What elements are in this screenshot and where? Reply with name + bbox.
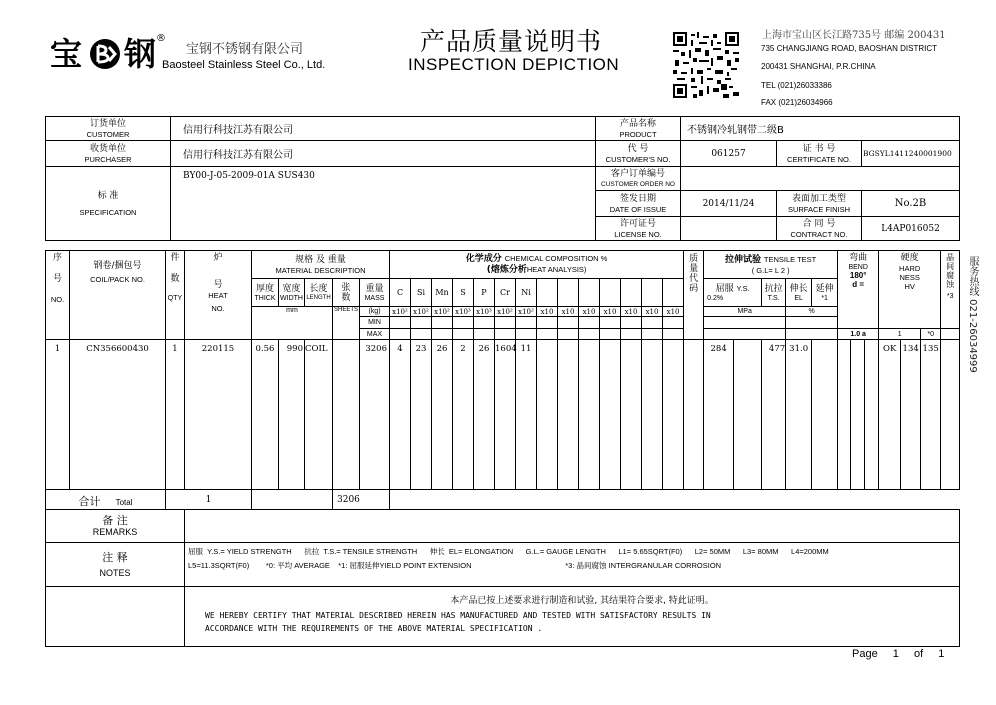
- factor-header: x10²: [495, 307, 516, 317]
- factor-header: x10³: [474, 307, 495, 317]
- min-cell: [474, 317, 495, 329]
- header-text: 注 释: [102, 550, 128, 564]
- row-qty: 1: [166, 340, 185, 490]
- specification-value: BY00-J-05-2009-01A SUS430: [171, 167, 596, 241]
- address-en-line2: 200431 SHANGHAI, P.R.CHINA: [761, 62, 876, 71]
- header-text: HEAT ANALYSIS): [526, 264, 587, 274]
- factor-header: x10²: [411, 307, 432, 317]
- row-bend-1: [838, 340, 851, 490]
- customer-no-value: 061257: [681, 141, 777, 167]
- header-text: 屈服: [715, 283, 734, 294]
- header-text: EL: [794, 294, 803, 302]
- row-sheets: [333, 340, 360, 490]
- material-description-header: [252, 251, 390, 279]
- header-text: 件: [170, 253, 180, 263]
- factor-header: x10: [558, 307, 579, 317]
- header-text: 炉: [213, 253, 223, 263]
- row-ys: 284: [704, 340, 734, 490]
- header-text: 厚度: [255, 283, 274, 294]
- row-mass: 3206: [360, 340, 390, 490]
- header-text: NOTES: [99, 567, 131, 578]
- qr-code-icon: [673, 32, 739, 98]
- factor-header: x10³: [453, 307, 474, 317]
- header-text: TENSILE TEST: [763, 254, 817, 264]
- logo-char-bao: 宝: [50, 35, 83, 73]
- header-text: LENGTH: [306, 295, 331, 301]
- total-blank: [390, 490, 960, 510]
- element-header: Mn: [432, 279, 453, 307]
- doc-title-en: INSPECTION DEPICTION: [408, 55, 620, 74]
- hard-1: 1: [879, 329, 921, 340]
- row-el: 31.0: [786, 340, 812, 490]
- header-text: 规格 及 重量: [295, 254, 346, 265]
- factor-header: x10: [663, 307, 684, 317]
- min-cell: [453, 317, 474, 329]
- product-label: 产品名称 PRODUCT: [596, 117, 681, 141]
- min-cell: [411, 317, 432, 329]
- header-text: QTY: [167, 295, 183, 302]
- header-text: 备 注: [102, 514, 128, 527]
- mass-unit: (kg): [360, 307, 390, 317]
- element-header: S: [453, 279, 474, 307]
- element-header: [558, 279, 579, 307]
- element-header: [579, 279, 600, 307]
- col-extension: [812, 279, 838, 307]
- remarks-label: [46, 510, 185, 543]
- page-label: Page: [852, 648, 878, 660]
- col-width: [279, 279, 305, 307]
- header-text: *3: [946, 293, 954, 300]
- col-mass: [360, 279, 390, 307]
- col-yield-strength: [704, 279, 762, 307]
- issue-date-value: 2014/11/24: [681, 191, 777, 217]
- license-no-value: [681, 217, 777, 241]
- header-text: 180°: [849, 271, 867, 280]
- purchaser-value: 信用行科技江苏有限公司: [171, 141, 596, 167]
- min-cell: [642, 317, 663, 329]
- element-header: C: [390, 279, 411, 307]
- row-width: 990: [279, 340, 305, 490]
- purchaser-label: 收货单位 PURCHASER: [46, 141, 171, 167]
- col-coil: [70, 251, 166, 340]
- max-cell: [453, 329, 474, 340]
- header-text: 弯曲: [849, 253, 868, 263]
- header-text: *1: [821, 294, 828, 302]
- header-text: 质量代码: [689, 254, 699, 294]
- min-cell: [432, 317, 453, 329]
- header-text: WIDTH: [280, 294, 303, 302]
- element-header: Cr: [495, 279, 516, 307]
- max-cell: [663, 329, 684, 340]
- header-text: [704, 255, 837, 266]
- customer-value: 信用行科技江苏有限公司: [171, 117, 596, 141]
- row-chem-value: 26: [474, 340, 495, 490]
- col-intergranular-corrosion: [941, 251, 960, 329]
- header-text: 延伸: [815, 283, 834, 294]
- min-cell: [390, 317, 411, 329]
- row-chem-value: [642, 340, 663, 490]
- contract-no-label: 合 同 号 CONTRACT NO.: [777, 217, 862, 241]
- row-chem-value: [600, 340, 621, 490]
- notes-value: [185, 543, 960, 587]
- min-cell: [704, 317, 786, 329]
- issue-date-label: 签发日期 DATE OF ISSUE: [596, 191, 681, 217]
- total-qty: 1: [166, 490, 252, 510]
- header-text: (熔炼分析: [486, 264, 527, 275]
- row-chem-value: 23: [411, 340, 432, 490]
- header-text: HV: [904, 282, 915, 291]
- max-cell: [941, 329, 960, 340]
- header-text: HARD: [899, 264, 921, 273]
- row-chem-value: [621, 340, 642, 490]
- max-cell: [411, 329, 432, 340]
- total-en: Total: [115, 498, 133, 507]
- header-text: NO.: [211, 304, 225, 313]
- total-label: [46, 490, 166, 510]
- row-chem-value: 11: [516, 340, 537, 490]
- company-name-en: Baosteel Stainless Steel Co., Ltd.: [162, 59, 326, 71]
- header-text: ( G.L= L 2 ): [751, 265, 790, 275]
- header-text: 晶间腐蚀: [946, 253, 955, 289]
- bend-a: 1.0 a: [838, 329, 879, 340]
- header-text: REMARKS: [92, 527, 138, 537]
- page-indicator: [852, 648, 944, 660]
- header-text: 伸长: [789, 283, 808, 294]
- col-thick: [252, 279, 279, 307]
- total-row: [46, 490, 960, 510]
- max-cell: [579, 329, 600, 340]
- max-cell: [474, 329, 495, 340]
- min-cell: [558, 317, 579, 329]
- certify-cn: 本产品已按上述要求进行制造和试验, 其结果符合要求, 特此证明。: [450, 596, 714, 606]
- col-heat: [185, 251, 252, 340]
- factor-header: x10: [642, 307, 663, 317]
- factor-header: x10: [537, 307, 558, 317]
- max-cell: [642, 329, 663, 340]
- header-text: 张数: [341, 282, 351, 303]
- header-text: [390, 254, 683, 265]
- col-length: [305, 279, 333, 307]
- row-no: 1: [46, 340, 70, 490]
- telephone: TEL (021)26033386: [761, 81, 832, 90]
- header-text: d =: [852, 280, 865, 289]
- max-cell: [621, 329, 642, 340]
- row-ys-blank: [734, 340, 762, 490]
- factor-header: x10: [579, 307, 600, 317]
- header-text: 拉伸试验: [725, 254, 762, 265]
- row-chem-value: 1604: [495, 340, 516, 490]
- header-text: 硬度: [900, 253, 919, 263]
- max-cell: [558, 329, 579, 340]
- col-hardness: [879, 251, 941, 329]
- notes-row: [46, 543, 960, 587]
- element-header: P: [474, 279, 495, 307]
- min-cell: [495, 317, 516, 329]
- header-text: Y.S.: [736, 283, 750, 293]
- col-elongation: [786, 279, 812, 307]
- col-sheets: [333, 279, 360, 307]
- header-text: 抗拉: [764, 283, 783, 294]
- header-text: T.S.: [767, 294, 780, 302]
- page-current: 1: [892, 648, 899, 660]
- header-text: 0.2%: [707, 294, 724, 302]
- order-info-table: [45, 116, 960, 241]
- row-grade: [684, 340, 704, 490]
- max-cell: [704, 329, 786, 340]
- total-blank: [252, 490, 333, 510]
- table-row: [46, 340, 960, 490]
- element-header: [642, 279, 663, 307]
- element-header: [600, 279, 621, 307]
- max-label: MAX: [360, 329, 390, 340]
- unit-mm: mm: [252, 307, 333, 340]
- header-text: [704, 284, 761, 295]
- element-header: [537, 279, 558, 307]
- col-seq: [46, 251, 70, 340]
- min-cell: [537, 317, 558, 329]
- col-qty: [166, 251, 185, 340]
- contract-no-value: L4AP016052: [862, 217, 960, 241]
- header-text: 数: [170, 274, 180, 284]
- hard-0: *0: [921, 329, 941, 340]
- inspection-table: [45, 250, 960, 647]
- col-bend: [838, 251, 879, 329]
- row-ext: [812, 340, 838, 490]
- header-text: COIL/PACK NO.: [90, 275, 145, 284]
- row-corr: [941, 340, 960, 490]
- license-no-label: 许可证号 LICENSE NO.: [596, 217, 681, 241]
- remarks-value: [185, 510, 960, 543]
- col-tensile-strength: [762, 279, 786, 307]
- tensile-test-header: [704, 251, 838, 279]
- notes-line-2: L5=11.3SQRT(F0) *0: 平均 AVERAGE *1: 屈服延伸YIELD POINT EXTENSION *3: 晶间腐蚀 INTERGRANULAR CORROSION: [188, 561, 722, 570]
- max-cell: [495, 329, 516, 340]
- row-chem-value: [579, 340, 600, 490]
- header-text: CHEMICAL COMPOSITION %: [504, 253, 608, 263]
- max-cell: [390, 329, 411, 340]
- header-text: MASS: [364, 294, 385, 302]
- notes-line-1: 屈服 Y.S.= YIELD STRENGTH 抗拉 T.S.= TENSILE STRENGTH 伸长 EL= ELONGATION G.L.= GAUGE LENGTH L1= 5.65SQRT(F0) L2= 50MM L3= 80MM L4=200MM: [188, 547, 829, 556]
- certify-row: [46, 587, 960, 647]
- min-label: MIN: [360, 317, 390, 329]
- row-chem-value: [537, 340, 558, 490]
- company-logo: [50, 33, 166, 75]
- header-text: THICK: [254, 294, 276, 302]
- customer-no-label: 代 号 CUSTOMER'S NO.: [596, 141, 681, 167]
- certify-en-1: WE HEREBY CERTIFY THAT MATERIAL DESCRIBED HEREIN HAS MANUFACTURED AND TESTED WITH SATISFACTORY RESULTS IN: [205, 611, 711, 620]
- element-header: [663, 279, 684, 307]
- certificate-no-label: 证 书 号 CERTIFICATE NO.: [777, 141, 862, 167]
- doc-title-cn: 产品质量说明书: [420, 27, 603, 56]
- customer-order-label: 客户订单编号 CUSTOMER ORDER NO: [596, 167, 681, 191]
- header-text: NESS: [899, 273, 920, 282]
- min-cell: [579, 317, 600, 329]
- element-header: Si: [411, 279, 432, 307]
- header-text: 化学成分: [465, 253, 502, 264]
- header-row-1: [46, 251, 960, 279]
- product-value: 不锈钢冷轧钢带二级B: [681, 117, 960, 141]
- page-total: 1: [938, 648, 945, 660]
- customer-label: 订货单位 CUSTOMER: [46, 117, 171, 141]
- total-mass: 3206: [333, 490, 390, 510]
- element-header: Ni: [516, 279, 537, 307]
- max-cell: [432, 329, 453, 340]
- header-text: 重量: [365, 283, 384, 294]
- factor-header: x10²: [516, 307, 537, 317]
- header-text: MATERIAL DESCRIPTION: [275, 265, 366, 275]
- row-bend-2: [851, 340, 865, 490]
- baosteel-emblem-icon: [88, 37, 122, 71]
- remarks-row: [46, 510, 960, 543]
- registered-mark: ®: [156, 33, 166, 44]
- logo-char-gang: 钢: [124, 35, 157, 73]
- unit-mpa: MPa: [704, 307, 786, 317]
- min-cell: [786, 317, 838, 329]
- factor-header: x10²: [390, 307, 411, 317]
- row-chem-value: [558, 340, 579, 490]
- row-chem-value: 2: [453, 340, 474, 490]
- header-text: 序: [52, 253, 62, 263]
- row-chem-value: 4: [390, 340, 411, 490]
- header-text: [390, 265, 683, 276]
- header-text: 号: [213, 280, 223, 290]
- header-text: BEND: [848, 264, 868, 271]
- max-cell: [537, 329, 558, 340]
- certify-en-2: ACCORDANCE WITH THE REQUIREMENTS OF THE ABOVE MATERIAL SPECIFICATION .: [205, 624, 543, 633]
- address-cn: 上海市宝山区长江路735号 邮编 200431: [762, 30, 946, 41]
- sheets-en: SHEETS: [333, 307, 360, 340]
- header-text: HEAT: [208, 291, 228, 300]
- row-hv2: 135: [921, 340, 941, 490]
- notes-label: [46, 543, 185, 587]
- page-of: of: [913, 648, 924, 660]
- min-cell: [516, 317, 537, 329]
- min-cell: [600, 317, 621, 329]
- row-bend-3: [865, 340, 879, 490]
- header-text: 长度: [309, 284, 328, 294]
- chemical-composition-header: [390, 251, 684, 279]
- min-cell: [663, 317, 684, 329]
- header-text: 钢卷/捆包号: [93, 261, 142, 271]
- row-thick: 0.56: [252, 340, 279, 490]
- customer-order-value: [681, 167, 960, 191]
- surface-finish-value: No.2B: [862, 191, 960, 217]
- row-coil: CN356600430: [70, 340, 166, 490]
- header-text: 号: [52, 274, 62, 284]
- specification-label: 标 准 SPECIFICATION: [46, 167, 171, 241]
- max-cell: [600, 329, 621, 340]
- row-ts: 477: [762, 340, 786, 490]
- company-name-cn: 宝钢不锈钢有限公司: [186, 42, 304, 57]
- factor-header: x10: [621, 307, 642, 317]
- certificate-no-value: BGSYL1411240001900: [862, 141, 960, 167]
- header-text: 宽度: [282, 283, 301, 294]
- row-length: COIL: [305, 340, 333, 490]
- fax: FAX (021)26034966: [761, 98, 833, 107]
- factor-header: x10: [600, 307, 621, 317]
- certify-blank: [46, 587, 185, 647]
- row-heat: 220115: [185, 340, 252, 490]
- header-text: NO.: [50, 295, 65, 304]
- row-bend: OK: [879, 340, 901, 490]
- factor-header: x10²: [432, 307, 453, 317]
- service-hotline: 服务热线 021-26034999: [967, 256, 978, 373]
- row-hv1: 134: [901, 340, 921, 490]
- max-cell: [516, 329, 537, 340]
- max-cell: [786, 329, 838, 340]
- element-header: [621, 279, 642, 307]
- address-en-line1: 735 CHANGJIANG ROAD, BAOSHAN DISTRICT: [761, 44, 938, 53]
- total-cn: 合计: [78, 495, 101, 508]
- surface-finish-label: 表面加工类型 SURFACE FINISH: [777, 191, 862, 217]
- certify-statement: [185, 587, 960, 647]
- row-chem-value: 26: [432, 340, 453, 490]
- min-cell: [621, 317, 642, 329]
- col-grade-code: [684, 251, 704, 340]
- row-chem-value: [663, 340, 684, 490]
- unit-percent: %: [786, 307, 838, 317]
